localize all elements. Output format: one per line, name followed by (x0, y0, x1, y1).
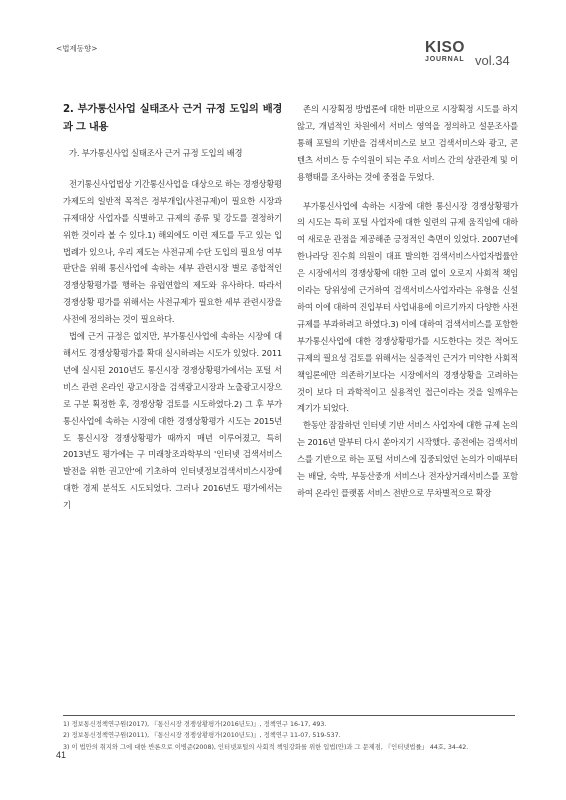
footnote: 3) 이 법안의 취지와 그에 대한 반론으로 이병준(2008), 인터넷포털의 사회적 책임강화를 위한 입법(안)과 그 문제점, 『인터넷법률』 44호, 34-42. (63, 743, 469, 751)
journal-logo-main: KISO (425, 39, 465, 56)
body-paragraph: 존의 시장획정 방법론에 대한 비판으로 시장획정 시도를 하지 않고, 개념적인 차원에서 서비스 영역을 정의하고 설문조사를 통해 포털의 기반을 검색서비스로 보고 검색서비스와 광고, 콘텐츠 서비스 등 수익원이 되는 주요 서비스 간의 상관관계 및 이용행태를 조사하는 것에 중점을 두었다. (297, 104, 518, 182)
right-column (297, 101, 518, 502)
body-paragraph: 전기통신사업법상 기간통신사업을 대상으로 하는 경쟁상황평가제도의 일반적 목적은 정부개입(사전규제)이 필요한 시장과 규제대상 사업자를 식별하고 규제의 종류 및 강도를 결정하기 위한 것이라 볼 수 있다.1) 해외에도 이런 제도를 두고 있는 입법례가 있으나, 우리 제도는 사전규제 수단 도입의 필요성 여부 판단을 위해 통신사업에 속하는 세부 관련시장 별로 종합적인 경쟁상황평가를 행하는 유럽연합의 제도와 유사하다. 따라서 경쟁상황 평가를 위해서는 사전규제가 필요한 세부 관련시장을 사전에 정의하는 것이 필요하다. (63, 178, 282, 325)
footnote: 2) 정보통신정책연구원(2011), 『통신시장 경쟁상황평가(2010년도)』, 정책연구 11-07, 519-537. (63, 732, 341, 740)
journal-logo (425, 40, 473, 64)
body-paragraph: 부가통신사업에 속하는 시장에 대한 통신시장 경쟁상황평가의 시도는 특히 포털 사업자에 대한 일련의 규제 움직임에 대하여 새로운 관점을 제공해준 긍정적인 측면이 있었다. 2007년에 한나라당 진수희 의원이 대표 발의한 검색서비스사업자법률안은 시장에서의 경쟁상황에 대한 고려 없이 오로지 사회적 책임이라는 당위성에 근거하여 검색서비스사업자라는 유형을 신설하여 이에 대하여 진입부터 사업내용에 이르기까지 다양한 사전규제를 부과하려고 하였다.3) 이에 대하여 검색서비스를 포함한 부가통신사업에 대한 경쟁상황평가를 시도한다는 것은 적어도 규제의 필요성 검토를 위해서는 실증적인 근거가 미약한 사회적 책임론에만 의존하기보다는 시장에서의 경쟁상황을 고려하는 것이 보다 더 과학적이고 실용적인 접근이라는 것을 일깨우는 계기가 되었다. (297, 200, 518, 414)
footnote: 1) 정보통신정책연구원(2017), 『통신시장 경쟁상황평가(2016년도)』, 정책연구 16-17, 493. (63, 721, 327, 728)
section-title: 2. 부가통신사업 실태조사 근거 규정 도입의 배경과 그 내용 (63, 103, 282, 133)
left-column (63, 100, 282, 514)
page-number: 41 (56, 750, 67, 760)
body-paragraph: 법에 근거 규정은 없지만, 부가통신사업에 속하는 시장에 대해서도 경쟁상황평가를 확대 실시하려는 시도가 있었다. 2011년에 실시된 2010년도 통신시장 경쟁상황평가에서는 포털 서비스 관련 온라인 광고시장을 검색광고시장과 노출광고시장으로 구분 획정한 후, 경쟁상황 검토를 시도하였다.2) 그 후 부가통신사업에 속하는 시장에 대한 경쟁상황평가 시도는 2015년도 통신시장 경쟁상황평가 때까지 매년 이루어졌고, 특히 2013년도 평가에는 구 미래창조과학부의 '인터넷 검색서비스 발전을 위한 권고안'에 기초하여 인터넷정보검색서비스시장에 대한 경제 분석도 시도되었다. 그러나 2016년도 평가에서는 기 (63, 331, 282, 511)
body-paragraph: 한동안 잠잠하던 인터넷 기반 서비스 사업자에 대한 규제 논의는 2016년 말부터 다시 쏟아지기 시작했다. 종전에는 검색서비스를 기반으로 하는 포털 서비스에 집중되었던 논의가 이때부터는 배달, 숙박, 부동산중개 서비스나 전자상거래서비스를 포함하여 온라인 플랫폼 서비스 전반으로 무차별적으로 확장 (297, 420, 518, 498)
journal-logo-sub: JOURNAL (425, 56, 465, 63)
volume-label: vol.34 (475, 53, 510, 68)
footnotes (63, 715, 515, 753)
section-label: <법제동향> (56, 44, 98, 53)
sub-section-title: 가. 부가통신사업 실태조사 근거 규정 도입의 배경 (69, 148, 243, 158)
